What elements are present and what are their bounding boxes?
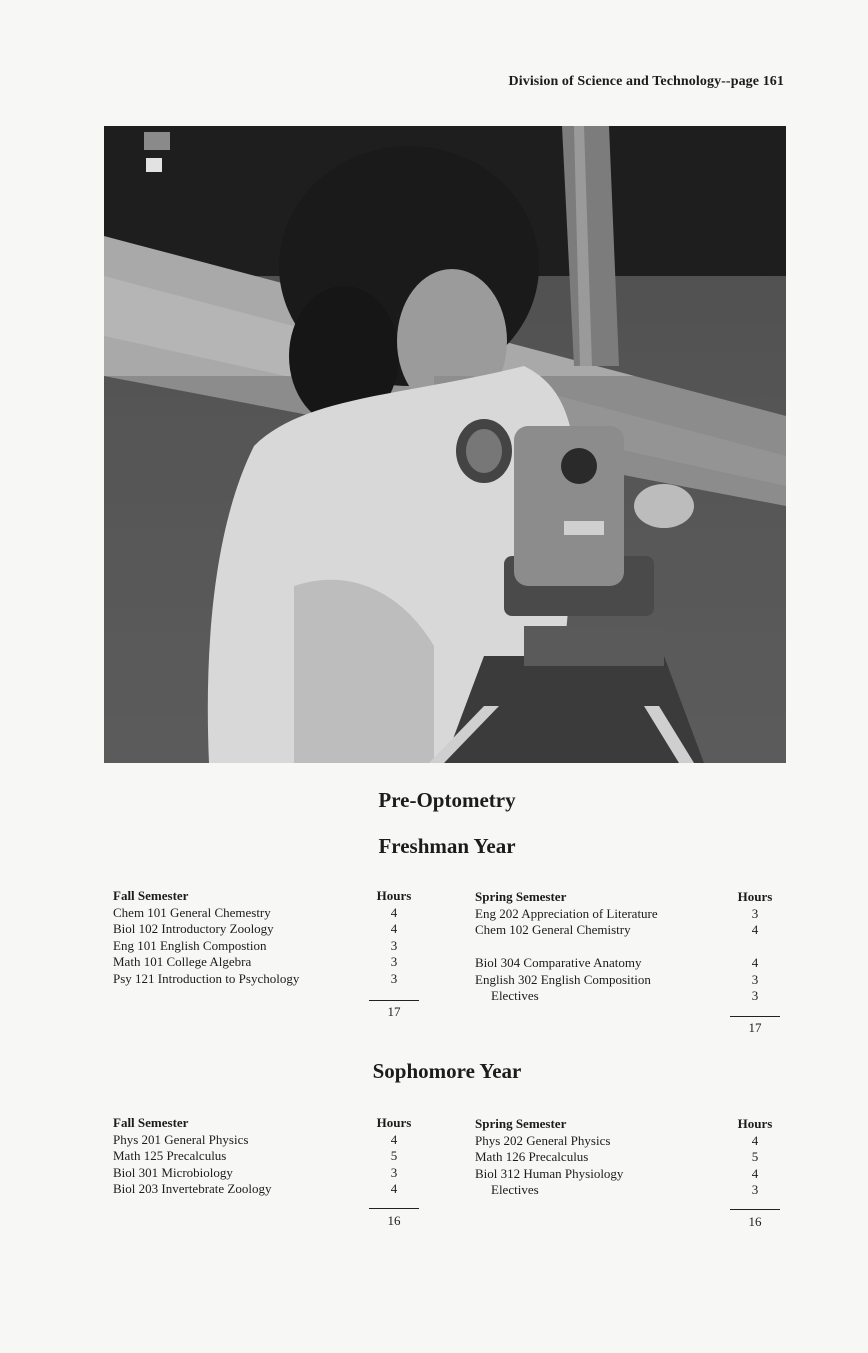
total-rule xyxy=(730,1209,780,1210)
hours-label: Hours xyxy=(737,1116,773,1131)
course-name: Biol 203 Invertebrate Zoology xyxy=(113,1181,272,1196)
total-rule xyxy=(369,1000,419,1001)
freshman-year-heading: Freshman Year xyxy=(378,834,516,858)
freshman-fall-semester xyxy=(113,888,373,987)
course-hours: 4 xyxy=(390,921,398,936)
sophomore-fall-hours xyxy=(364,1115,424,1198)
freshman-spring-total: 17 xyxy=(748,1020,762,1035)
surveying-instrument-photo xyxy=(104,126,786,763)
course-name: Biol 301 Microbiology xyxy=(113,1164,233,1180)
course-hours: 3 xyxy=(390,937,398,953)
program-title: Pre-Optometry xyxy=(378,788,516,812)
course-name: Chem 102 General Chemistry xyxy=(475,922,631,937)
course-hours: 4 xyxy=(751,955,759,970)
page-header: Division of Science and Technology--page 161 xyxy=(508,74,784,89)
course-name: Math 101 College Algebra xyxy=(113,954,252,969)
course-name: Math 126 Precalculus xyxy=(475,1149,589,1164)
semester-label: Fall Semester xyxy=(113,1115,189,1130)
course-hours: 4 xyxy=(751,1165,759,1181)
sophomore-year-heading: Sophomore Year xyxy=(372,1059,522,1083)
sophomore-spring-hours xyxy=(725,1116,785,1199)
course-hours: 3 xyxy=(751,905,759,921)
sophomore-fall-total: 16 xyxy=(387,1213,401,1228)
course-hours: 3 xyxy=(751,971,759,987)
course-hours: 5 xyxy=(390,1148,398,1163)
semester-label: Fall Semester xyxy=(113,888,189,903)
hours-label: Hours xyxy=(737,889,773,904)
course-hours: 3 xyxy=(390,970,398,986)
course-name: Electives xyxy=(491,988,539,1003)
total-rule xyxy=(730,1016,780,1017)
course-name: Biol 312 Human Physiology xyxy=(475,1165,624,1181)
course-name: Eng 101 English Compostion xyxy=(113,937,267,953)
course-name: Math 125 Precalculus xyxy=(113,1148,227,1163)
total-rule xyxy=(369,1208,419,1209)
course-name: Psy 121 Introduction to Psychology xyxy=(113,970,300,986)
freshman-fall-total: 17 xyxy=(387,1004,401,1019)
course-name: Eng 202 Appreciation of Literature xyxy=(475,905,658,921)
hours-label: Hours xyxy=(376,1115,412,1130)
sophomore-spring-total: 16 xyxy=(748,1214,762,1229)
hours-label: Hours xyxy=(376,888,412,903)
sophomore-fall-semester xyxy=(113,1115,373,1198)
course-name: Electives xyxy=(491,1182,539,1197)
semester-label: Spring Semester xyxy=(475,1116,567,1131)
course-name: Biol 102 Introductory Zoology xyxy=(113,921,274,936)
course-hours: 4 xyxy=(751,1132,759,1148)
freshman-fall-hours xyxy=(364,888,424,987)
course-name: Phys 201 General Physics xyxy=(113,1131,249,1147)
course-hours: 4 xyxy=(751,922,759,937)
course-hours: 3 xyxy=(390,954,398,969)
course-name: English 302 English Composition xyxy=(475,971,651,987)
course-name: Biol 304 Comparative Anatomy xyxy=(475,955,642,970)
sophomore-spring-semester xyxy=(475,1116,725,1199)
freshman-spring-hours xyxy=(725,889,785,1005)
course-hours: 3 xyxy=(751,988,759,1003)
course-hours: 4 xyxy=(390,1131,398,1147)
course-hours: 4 xyxy=(390,904,398,920)
course-name: Chem 101 General Chemestry xyxy=(113,904,271,920)
course-hours: 3 xyxy=(390,1164,398,1180)
semester-label: Spring Semester xyxy=(475,889,567,904)
course-hours: 4 xyxy=(390,1181,398,1196)
course-hours: 5 xyxy=(751,1149,759,1164)
course-hours: 3 xyxy=(751,1182,759,1197)
freshman-spring-semester xyxy=(475,889,725,1005)
course-name: Phys 202 General Physics xyxy=(475,1132,611,1148)
